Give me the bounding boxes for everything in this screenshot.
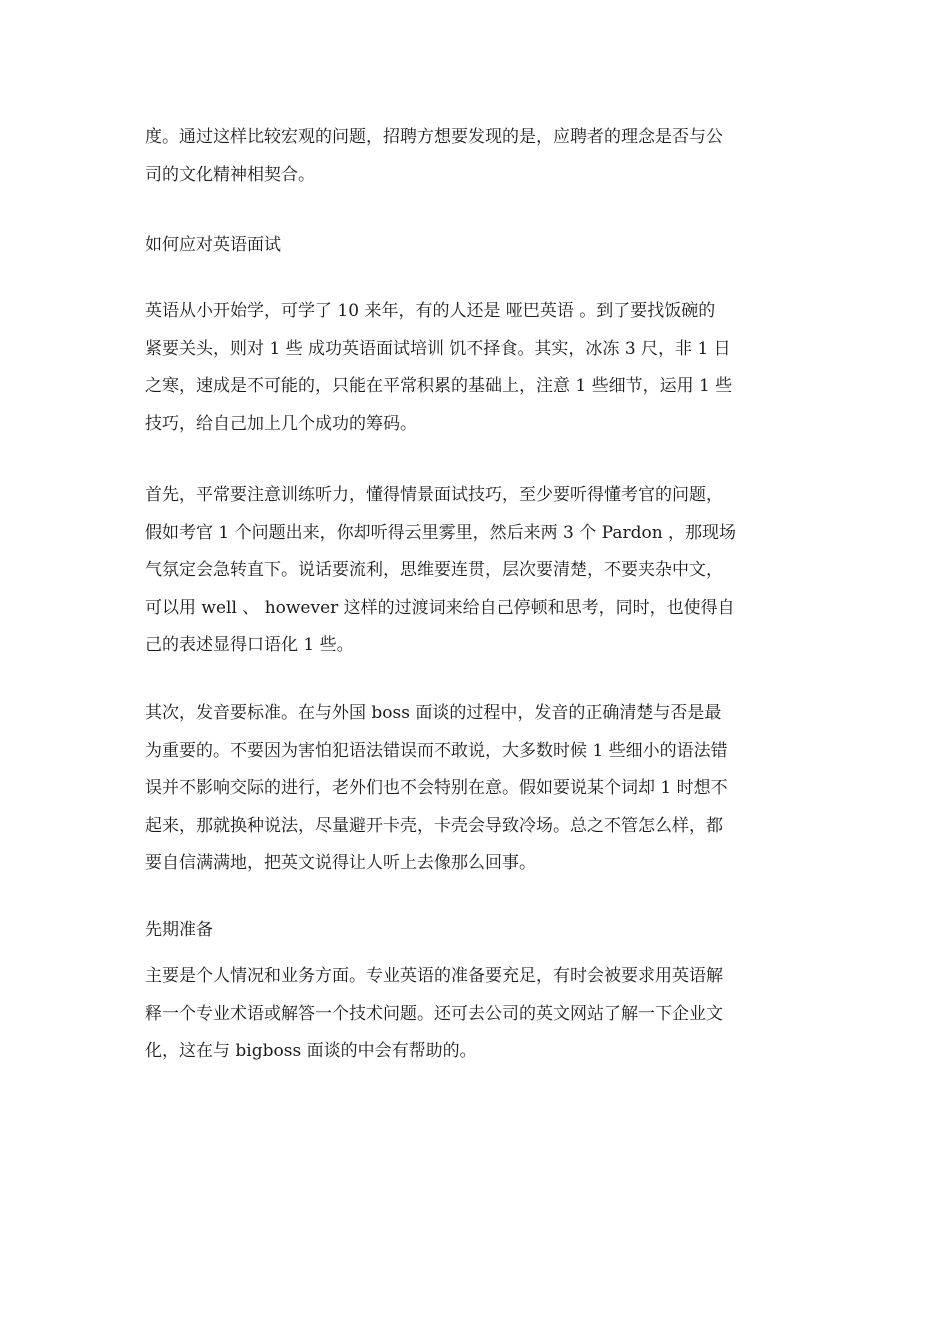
text-line: 其次，发音要标准。在与外国 boss 面谈的过程中，发音的正确清楚与否是最	[145, 703, 722, 723]
paragraph-listening	[145, 477, 810, 665]
paragraph-pronunciation	[145, 695, 810, 883]
text-line: 误并不影响交际的进行，老外们也不会特别在意。假如要说某个词却 1 时想不	[145, 778, 728, 798]
section-heading: 先期准备	[145, 920, 213, 940]
text-line: 紧要关头，则对 1 些 成功英语面试培训 饥不择食。其实，冰冻 3 尺，非 1 日	[145, 338, 731, 359]
text-line: 之寒，速成是不可能的，只能在平常积累的基础上，注意 1 些细节，运用 1 些	[145, 376, 733, 396]
paragraph-english-learning	[145, 293, 810, 443]
text-line: 可以用 well 、 however 这样的过渡词来给自己停顿和思考，同时，也使得自	[145, 597, 735, 618]
text-line: 首先，平常要注意训练听力，懂得情景面试技巧，至少要听得懂考官的问题，	[145, 485, 723, 505]
heading-english-interview	[145, 227, 810, 265]
text-line: 英语从小开始学，可学了 10 来年，有的人还是 哑巴英语 。到了要找饭碗的	[145, 301, 716, 321]
text-line: 气氛定会急转直下。说话要流利，思维要连贯，层次要清楚，不要夹杂中文，	[145, 560, 723, 580]
text-line: 假如考官 1 个问题出来，你却听得云里雾里，然后来两 3 个 Pardon ，那现场	[145, 522, 737, 543]
text-line: 技巧，给自己加上几个成功的筹码。	[145, 413, 417, 434]
text-line: 为重要的。不要因为害怕犯语法错误而不敢说，大多数时候 1 些细小的语法错	[145, 740, 728, 761]
text-line: 主要是个人情况和业务方面。专业英语的准备要充足，有时会被要求用英语解	[145, 966, 723, 986]
text-line: 要自信满满地，把英文说得让人听上去像那么回事。	[145, 853, 536, 873]
text-line: 己的表述显得口语化 1 些。	[145, 635, 354, 655]
heading-preparation	[145, 912, 810, 950]
section-heading: 如何应对英语面试	[145, 235, 281, 255]
text-line: 释一个专业术语或解答一个技术问题。还可去公司的英文网站了解一下企业文	[145, 1003, 723, 1024]
text-line: 司的文化精神相契合。	[145, 164, 315, 185]
text-line: 起来，那就换种说法，尽量避开卡壳，卡壳会导致冷场。总之不管怎么样，都	[145, 815, 723, 836]
paragraph-culture-fit	[145, 119, 810, 194]
text-line: 度。通过这样比较宏观的问题，招聘方想要发现的是，应聘者的理念是否与公	[145, 127, 723, 147]
paragraph-preparation	[145, 958, 810, 1071]
text-line: 化，这在与 bigboss 面谈的中会有帮助的。	[145, 1041, 477, 1061]
